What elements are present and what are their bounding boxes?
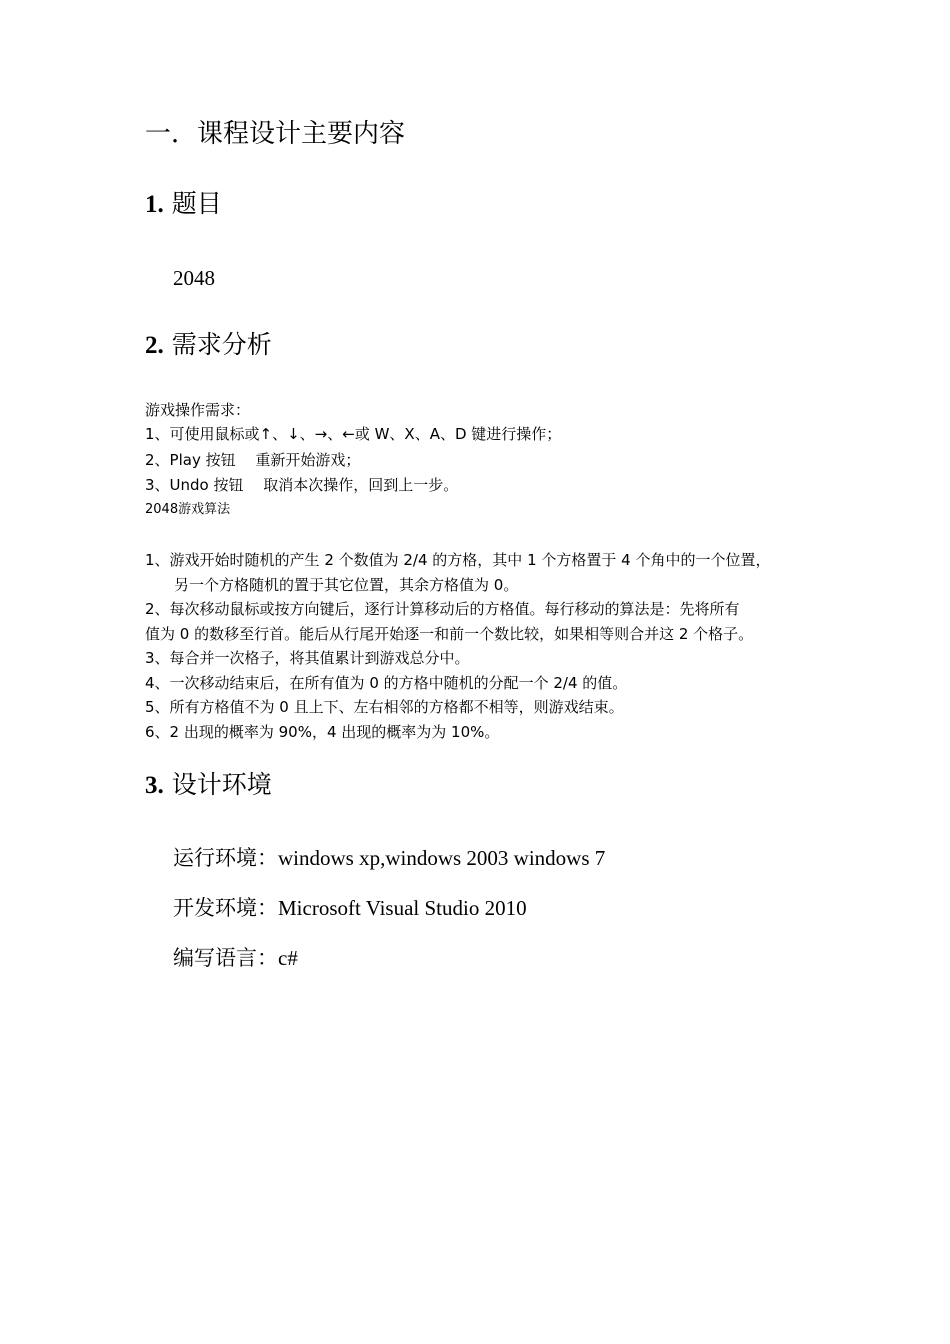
section-heading-requirements [145,328,272,363]
env-label: 编写语言： [173,946,278,970]
env-language [173,944,298,972]
algorithm-line: 1、游戏开始时随机的产生 2 个数值为 2/4 的方格，其中 1 个方格置于 4 个角中的一个位置， [145,551,771,569]
algorithm-line: 值为 0 的数移至行首。能后从行尾开始逐一和前一个数比较，如果相等则合并这 2 个格子。 [145,624,754,643]
operation-item: 2、Play 按钮 重新开始游戏； [145,451,361,469]
main-heading: 一．课程设计主要内容 [145,119,406,149]
operation-item: 3、Undo 按钮 取消本次操作，回到上一步。 [145,476,459,494]
algorithm-line: 另一个方格随机的置于其它位置，其余方格值为 0。 [174,575,519,594]
section-title: 需求分析 [171,330,272,359]
section-heading-environment [145,768,272,803]
env-label: 运行环境： [173,846,278,870]
env-value: c# [278,946,298,970]
env-value: windows xp,windows 2003 windows 7 [278,846,606,870]
section-number: 3. [145,772,164,799]
section-title: 题目 [171,189,222,218]
section-number: 1. [145,191,164,218]
algorithm-list [145,548,825,744]
algorithm-line: 6、2 出现的概率为 90%，4 出现的概率为为 10%。 [145,722,500,741]
algorithm-line: 2、每次移动鼠标或按方向键后，逐行计算移动后的方格值。每行移动的算法是：先将所有 [145,600,740,618]
env-value: Microsoft Visual Studio 2010 [278,896,527,920]
algorithm-title: 2048游戏算法 [145,502,231,517]
env-runtime [173,844,605,872]
section-heading-topic [145,187,222,222]
section-title: 设计环境 [171,770,272,799]
section-number: 2. [145,332,164,359]
env-dev [173,894,527,922]
operation-item: 1、可使用鼠标或↑、↓、→、←或 W、X、A、D 键进行操作； [145,425,562,443]
algorithm-line: 5、所有方格值不为 0 且上下、左右相邻的方格都不相等，则游戏结束。 [145,698,624,716]
algorithm-line: 4、一次移动结束后，在所有值为 0 的方格中随机的分配一个 2/4 的值。 [145,673,628,692]
algorithm-line: 3、每合并一次格子，将其值累计到游戏总分中。 [145,649,470,667]
env-label: 开发环境： [173,896,278,920]
topic-text: 2048 [173,266,215,290]
operations-title: 游戏操作需求： [145,401,251,419]
